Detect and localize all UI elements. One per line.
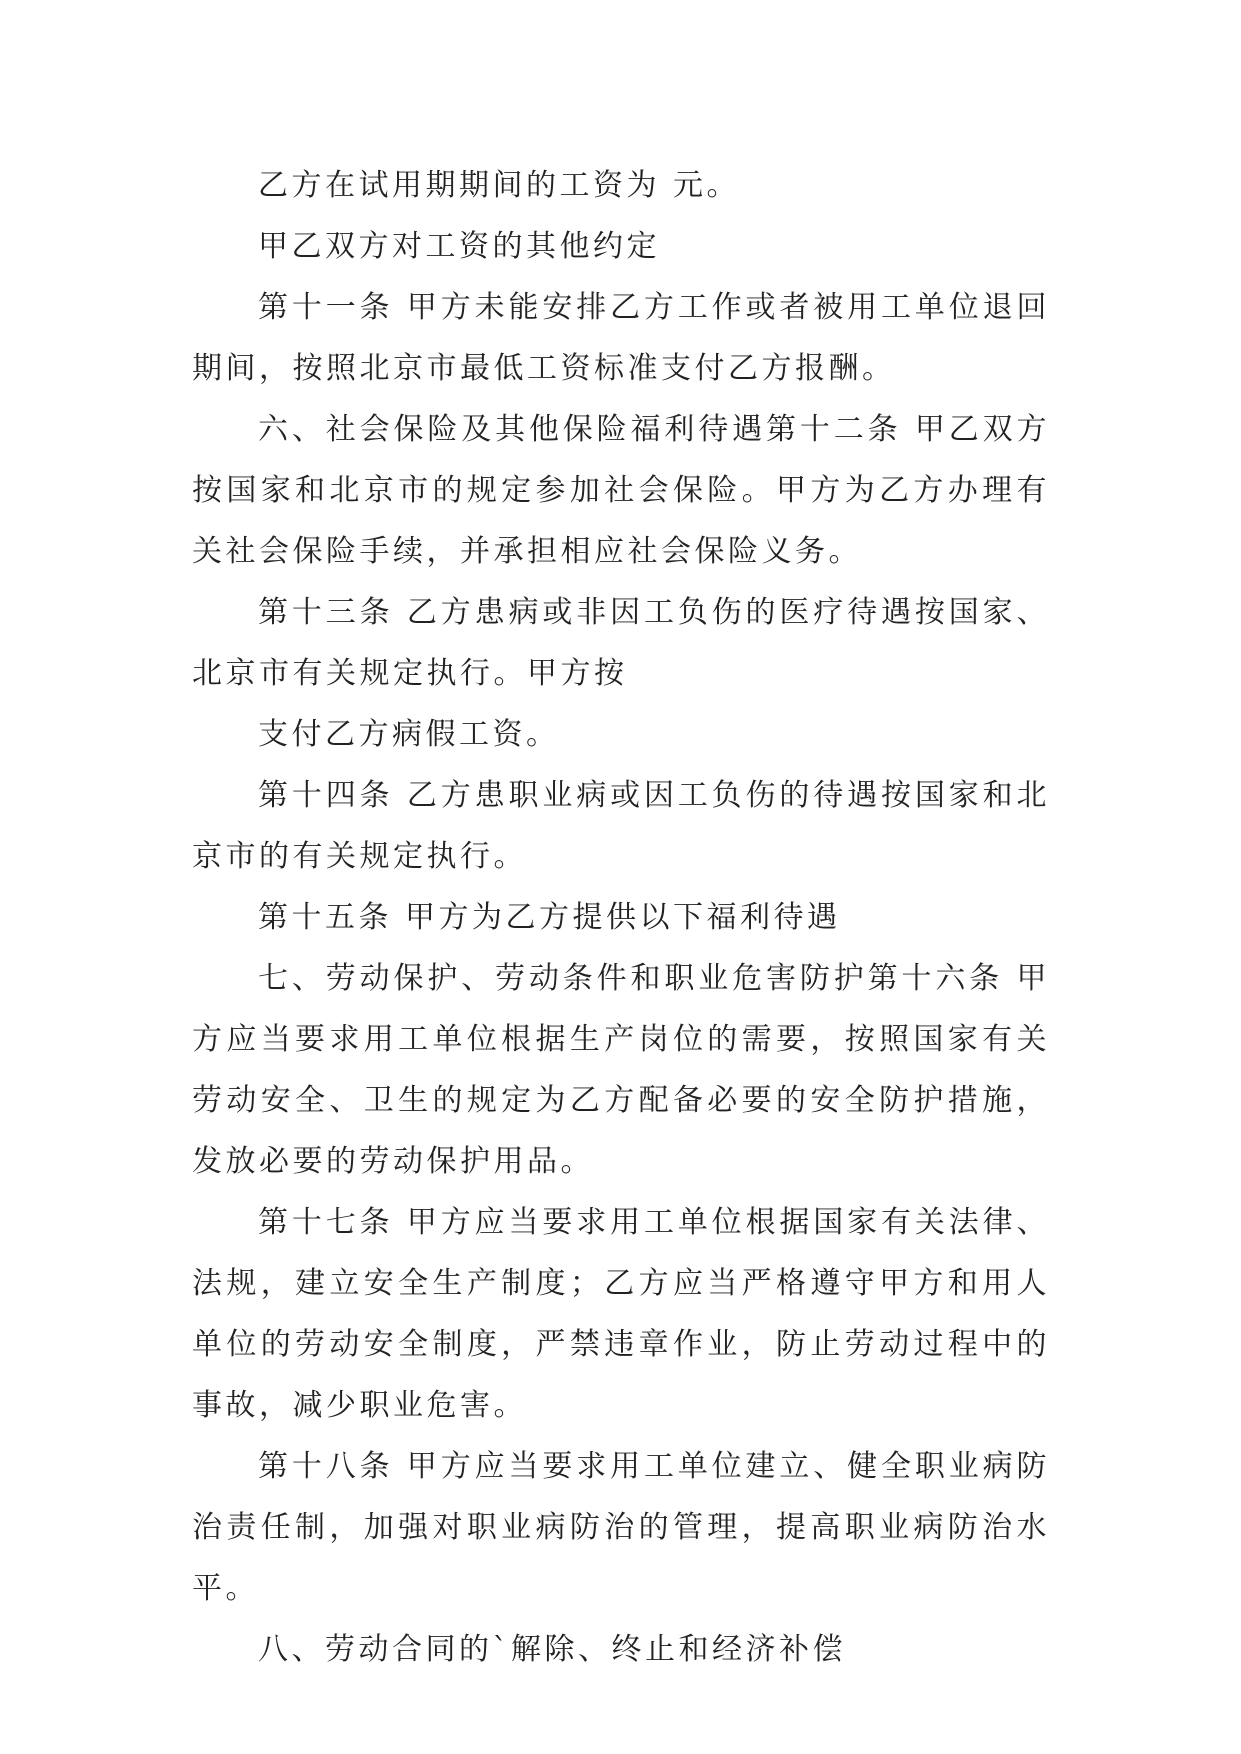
paragraph-article-13: 第十三条 乙方患病或非因工负伤的医疗待遇按国家、北京市有关规定执行。甲方按 [192, 595, 1050, 691]
paragraph-section-6-article-12: 六、社会保险及其他保险福利待遇第十二条 甲乙双方按国家和北京市的规定参加社会保险。甲方为乙方办理有关社会保险手续，并承担相应社会保险义务。 [192, 412, 1050, 569]
paragraph-probation-salary: 乙方在试用期期间的工资为 元。 [258, 168, 741, 203]
document-body [192, 155, 1050, 1680]
paragraph-article-11: 第十一条 甲方未能安排乙方工作或者被用工单位退回期间，按照北京市最低工资标准支付乙方报酬。 [192, 290, 1050, 386]
paragraph-sick-leave-pay: 支付乙方病假工资。 [258, 717, 560, 752]
paragraph-article-18: 第十八条 甲方应当要求用工单位建立、健全职业病防治责任制，加强对职业病防治的管理，提高职业病防治水平。 [192, 1449, 1050, 1606]
paragraph-article-17: 第十七条 甲方应当要求用工单位根据国家有关法律、法规，建立安全生产制度；乙方应当严格遵守甲方和用人单位的劳动安全制度，严禁违章作业，防止劳动过程中的事故，减少职业危害。 [192, 1205, 1050, 1423]
paragraph-section-8-heading: 八、劳动合同的`解除、终止和经济补偿 [258, 1632, 846, 1667]
paragraph-article-14: 第十四条 乙方患职业病或因工负伤的待遇按国家和北京市的有关规定执行。 [192, 778, 1050, 874]
paragraph-section-7-article-16: 七、劳动保护、劳动条件和职业危害防护第十六条 甲方应当要求用工单位根据生产岗位的需要，按照国家有关劳动安全、卫生的规定为乙方配备必要的安全防护措施，发放必要的劳动保护用品。 [192, 961, 1050, 1179]
paragraph-article-15: 第十五条 甲方为乙方提供以下福利待遇 [258, 900, 841, 935]
paragraph-other-salary-agreement: 甲乙双方对工资的其他约定 [258, 229, 660, 264]
